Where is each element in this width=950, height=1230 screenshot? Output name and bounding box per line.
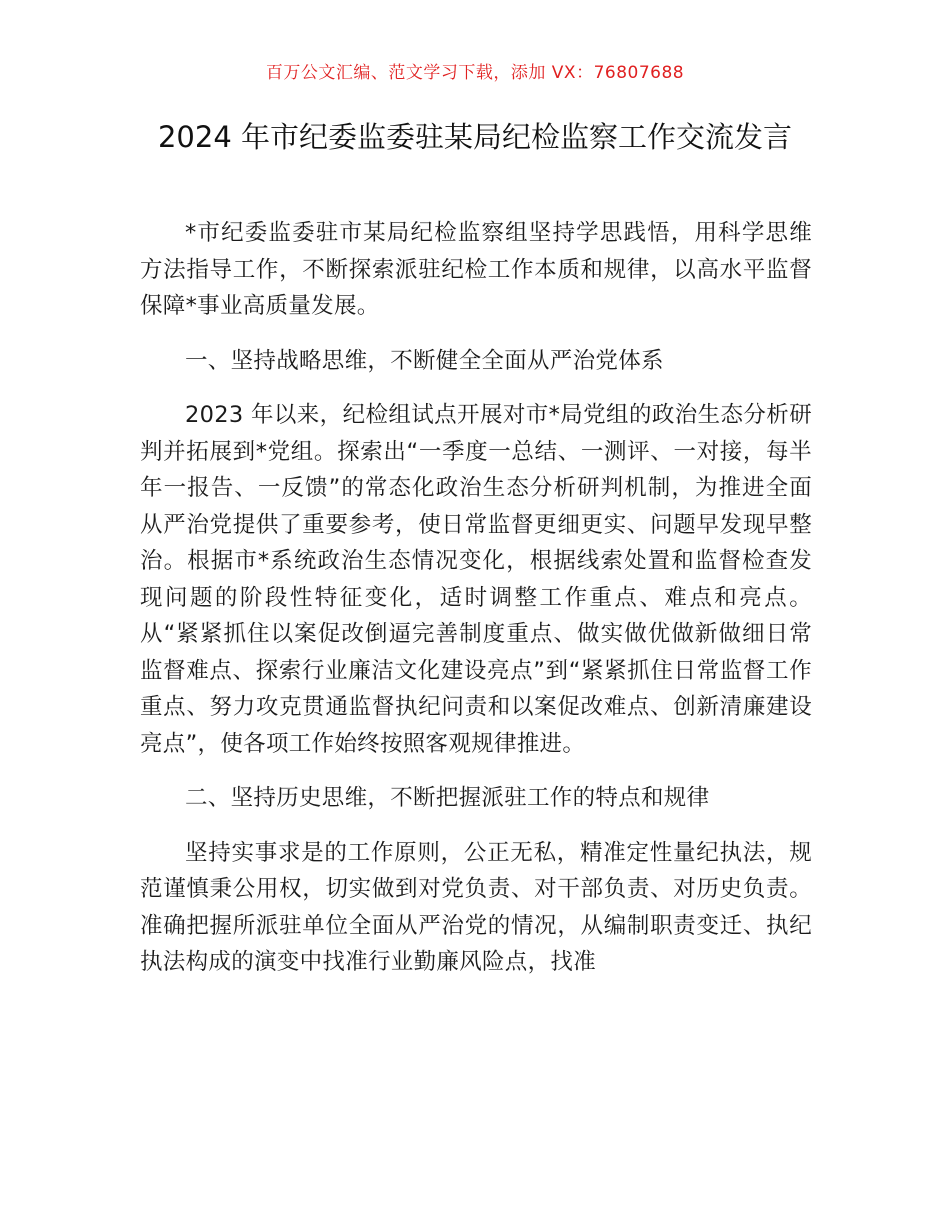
document-body xyxy=(140,215,812,999)
watermark-header: 百万公文汇编、范文学习下载，添加 VX：76807688 xyxy=(265,63,685,83)
section-1-paragraph: 2023 年以来，纪检组试点开展对市*局党组的政治生态分析研判并拓展到*党组。探索出“一季度一总结、一测评、一对接，每半年一报告、一反馈”的常态化政治生态分析研判机制，为推进全面从严治党提供了重要参考，使日常监督更细更实、问题早发现早整治。根据市*系统政治生态情况变化，根据线索处置和监督检查发现问题的阶段性特征变化，适时调整工作重点、难点和亮点。从“紧紧抓住以案促改倒逼完善制度重点、做实做优做新做细日常监督难点、探索行业廉洁文化建设亮点”到“紧紧抓住日常监督工作重点、努力攻克贯通监督执纪问责和以案促改难点、创新清廉建设亮点”，使各项工作始终按照客观规律推进。 xyxy=(140,402,812,757)
section-heading-1: 一、坚持战略思维，不断健全全面从严治党体系 xyxy=(185,347,664,374)
section-2-paragraph: 坚持实事求是的工作原则，公正无私，精准定性量纪执法，规范谨慎秉公用权，切实做到对党负责、对干部负责、对历史负责。准确把握所派驻单位全面从严治党的情况，从编制职责变迁、执纪执法构成的演变中找准行业勤廉风险点，找准 xyxy=(140,839,812,975)
intro-paragraph: *市纪委监委驻市某局纪检监察组坚持学思践悟，用科学思维方法指导工作，不断探索派驻纪检工作本质和规律，以高水平监督保障*事业高质量发展。 xyxy=(140,220,812,319)
section-heading-2: 二、坚持历史思维，不断把握派驻工作的特点和规律 xyxy=(185,785,710,811)
document-title: 2024 年市纪委监委驻某局纪检监察工作交流发言 xyxy=(157,120,793,154)
